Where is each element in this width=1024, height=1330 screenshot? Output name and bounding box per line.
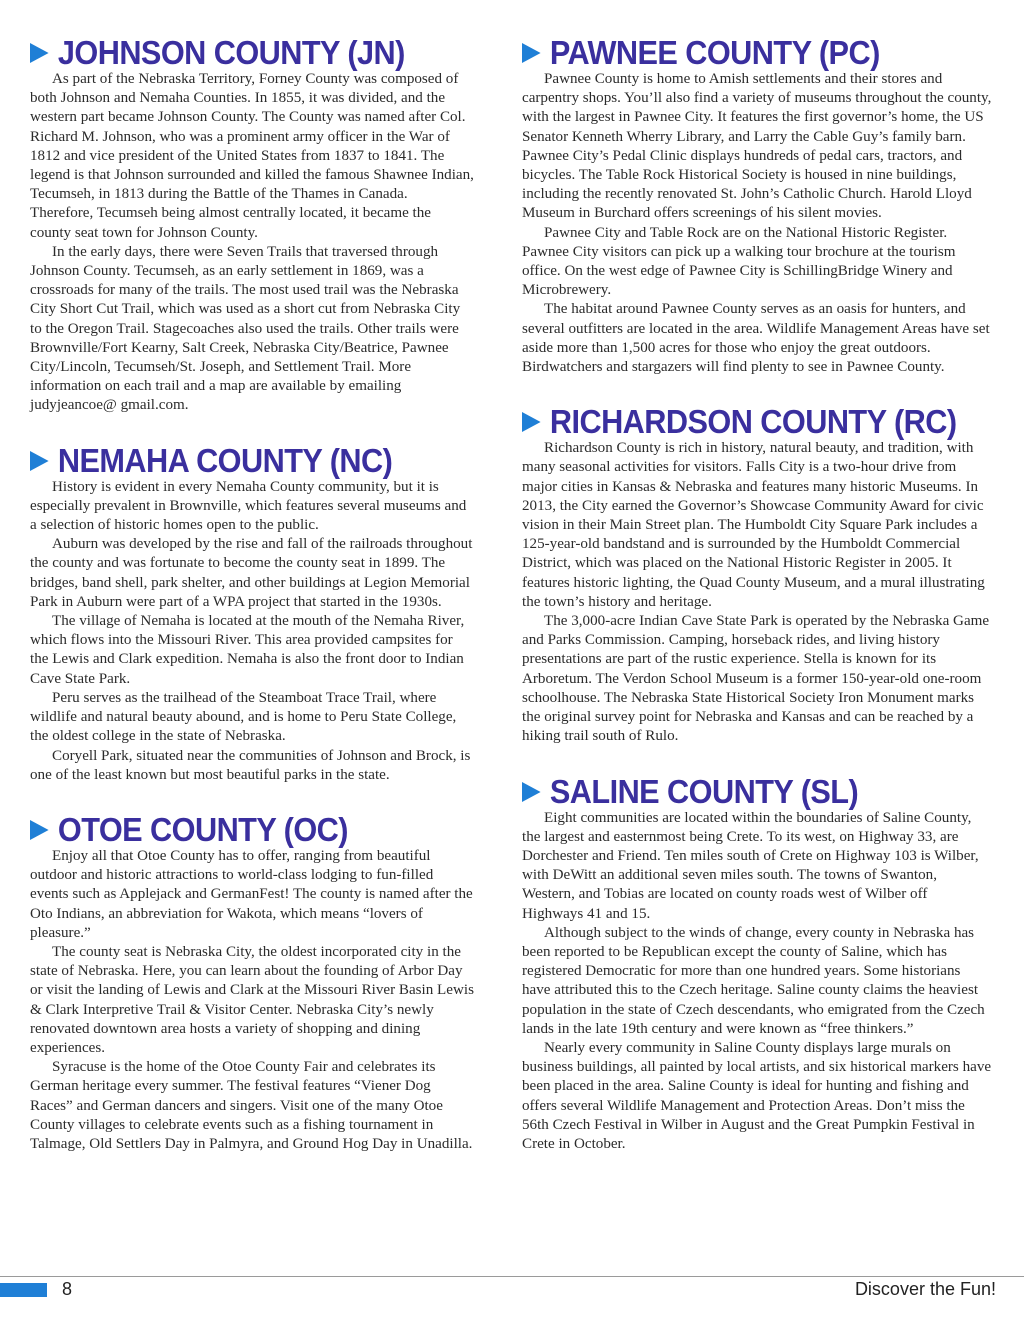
play-arrow-icon bbox=[30, 43, 49, 63]
section-johnson-county bbox=[30, 34, 474, 416]
paragraph: Enjoy all that Otoe County has to offer, ranging from beautiful outdoor and historic attractions to world-class lodging to fun-filled events such as Applejack and GermanFest! The county is named after the Oto Indians, an abbreviation for Wakota, which means “lovers of pleasure.” bbox=[30, 847, 473, 941]
page-number: 8 bbox=[62, 1279, 73, 1299]
play-arrow-icon bbox=[522, 43, 541, 63]
paragraph: Eight communities are located within the boundaries of Saline County, the largest and easternmost being Crete. To its west, on Highway 33, are Dorchester and Friend. Ten miles south of Crete on Highway 103 is Wilber, with DeWitt an additional seven miles south. The towns of Swanton, Western, and Tobias are located on county roads west of Wilber off Highways 41 and 15. bbox=[522, 809, 979, 922]
play-arrow-icon bbox=[30, 451, 49, 471]
paragraph: As part of the Nebraska Territory, Forney County was composed of both Johnson and Nemaha Counties. In 1855, it was divided, and the western part became Johnson County. The County was named after Col. Richard M. Johnson, who was a prominent army officer in the War of 1812 and vice president of the United States from 1837 to 1841. The legend is that Johnson surrounded and killed the famous Shawnee Indian, Tecumseh, in 1813 during the Battle of the Thames in Canada. Therefore, Tecumseh being almost centrally located, it became the county seat town for Johnson County. bbox=[30, 71, 474, 241]
paragraph: The 3,000-acre Indian Cave State Park is operated by the Nebraska Game and Parks Commission. Camping, horseback rides, and living history presentations are part of the rustic experience. Stella is known for its Arboretum. The Verdon School Museum is a former 150-year-old one-room schoolhouse. The Nebraska State Historical Society Iron Monument marks the original survey point for Nebraska and Kansas and can be reached by a hiking trail south of Rulo. bbox=[522, 613, 990, 745]
section-pawnee-county bbox=[522, 34, 992, 377]
paragraph: The county seat is Nebraska City, the oldest incorporated city in the state of Nebraska. Here, you can learn about the founding of Arbor Day or visit the landing of Lewis and Clark at the Missouri River Basin Lewis & Clark Interpretive Trail & Visitor Center. Nebraska City’s newly renovated downtown area hosts a variety of shopping and dining experiences. bbox=[30, 943, 474, 1056]
paragraph: Richardson County is rich in history, natural beauty, and tradition, with many seasonal activities for visitors. Falls City is a two-hour drive from major cities in Kansas & Nebraska and features many historic Museums. In 2013, the City earned the Governor’s Showcase Community Award for civic vision in their Main Street plan. The Humboldt City Square Park includes a 125-year-old bandstand and is surrounded by the Humboldt Commercial District, which was placed on the National Historic Register in 2005. It features historic lighting, the Quad County Museum, and a mural illustrating the town’s history and heritage. bbox=[522, 440, 985, 610]
paragraph: The habitat around Pawnee County serves as an oasis for hunters, and several outfitters are located in the area. Wildlife Management Areas have set aside more than 1,500 acres for those who enjoy the great outdoors. Birdwatchers and stargazers will find plenty to see in Pawnee County. bbox=[522, 301, 990, 376]
paragraph: Pawnee County is home to Amish settlements and their stores and carpentry shops. You’ll also find a variety of museums throughout the county, with the largest in Pawnee City. It features the first governor’s home, the US Senator Kenneth Wherry Library, and Larry the Cable Guy’s family barn. Pawnee City’s Pedal Clinic displays hundreds of pedal cars, tractors, and bicycles. The Table Rock Historical Society is housed in nine buildings, including the recently renovated St. John’s Catholic Church. Harold Lloyd Museum in Burchard offers screenings of his silent movies. bbox=[522, 71, 992, 222]
section-heading bbox=[30, 442, 443, 480]
section-richardson-county bbox=[522, 403, 992, 746]
footer-accent-bar bbox=[0, 1283, 47, 1297]
heading-text: OTOE COUNTY (OC) bbox=[57, 810, 348, 848]
section-otoe-county bbox=[30, 811, 474, 1154]
heading-text: PAWNEE COUNTY (PC) bbox=[549, 34, 880, 71]
paragraph: Nearly every community in Saline County displays large murals on business buildings, all painted by local artists, and six historical markers have been placed in the area. Saline County is ideal for hunting and fishing and offers several Wildlife Management and Protection Areas. Don’t miss the 56th Czech Festival in Wilber in August and the Great Pumpkin Festival in Crete in October. bbox=[522, 1039, 992, 1152]
play-arrow-icon bbox=[30, 820, 49, 840]
footer-divider bbox=[0, 1276, 1024, 1277]
heading-text: SALINE COUNTY (SL) bbox=[549, 772, 859, 810]
section-heading bbox=[30, 34, 443, 72]
play-arrow-icon bbox=[522, 782, 541, 802]
heading-text: JOHNSON COUNTY (JN) bbox=[57, 34, 405, 71]
section-heading bbox=[522, 773, 959, 811]
heading-text: NEMAHA COUNTY (NC) bbox=[57, 441, 393, 479]
paragraph: Coryell Park, situated near the communities of Johnson and Brock, is one of the least known but most beautiful parks in the state. bbox=[30, 747, 471, 783]
paragraph: In the early days, there were Seven Trails that traversed through Johnson County. Tecumseh, as an early settlement in 1869, was a crossroads for many of the trails. The most used trail was the Nebraska City Short Cut Trail, which was used as a short cut from Nebraska City to the Oregon Trail. Stagecoaches also used the trails. Other trails were Brownville/Fort Kearny, Salt Creek, Nebraska City/Beatrice, Pawnee City/Lincoln, Tecumseh/St. Joseph, and Settlement Trail. More information on each trail and a map are available by emailing judyjeancoe@ gmail.com. bbox=[30, 243, 461, 414]
section-saline-county bbox=[522, 773, 992, 1155]
paragraph: The village of Nemaha is located at the mouth of the Nemaha River, which flows into the Missouri River. This area provided campsites for the Lewis and Clark expedition. Nemaha is also the front door to Indian Cave State Park. bbox=[30, 613, 465, 687]
paragraph: Auburn was developed by the rise and fall of the railroads throughout the county and was fortunate to become the county seat in 1899. The bridges, band shell, park shelter, and other buildings at Legion Memorial Park in Auburn were part of a WPA project that started in the 1930s. bbox=[30, 536, 473, 610]
play-arrow-icon bbox=[522, 412, 541, 432]
section-nemaha-county bbox=[30, 442, 474, 785]
paragraph: Peru serves as the trailhead of the Steamboat Trace Trail, where wildlife and natural beauty abound, and is home to Peru State College, the oldest college in the state of Nebraska. bbox=[30, 689, 457, 745]
right-column bbox=[522, 34, 992, 1154]
heading-text: RICHARDSON COUNTY (RC) bbox=[549, 403, 957, 441]
section-heading bbox=[522, 403, 959, 441]
paragraph: Although subject to the winds of change, every county in Nebraska has been reported to be Republican except the county of Saline, which has registered Democratic for more than one hundred years. Some historians have attributed this to the Czech heritage. Saline county claims the heaviest population in the state of Czech descendants, who emigrated from the Czech lands in the late 19th century and were known as “free thinkers.” bbox=[522, 924, 985, 1037]
paragraph: Syracuse is the home of the Otoe County Fair and celebrates its German heritage every summer. The festival features “Viener Dog Races” and German dancers and singers. Visit one of the many Otoe County villages to celebrate events such as a fishing tournament in Talmage, Old Settlers Day in Palmyra, and Ground Hog Day in Unadilla. bbox=[30, 1059, 473, 1152]
paragraph: History is evident in every Nemaha County community, but it is especially prevalent in Brownville, which features several museums and a selection of historic homes open to the public. bbox=[30, 478, 467, 534]
paragraph: Pawnee City and Table Rock are on the National Historic Register. Pawnee City visitors can pick up a walking tour brochure at the tourism office. On the west edge of Pawnee City is SchillingBridge Winery and Microbrewery. bbox=[522, 224, 956, 299]
section-heading bbox=[30, 811, 443, 849]
section-heading bbox=[522, 34, 959, 72]
footer-tagline: Discover the Fun! bbox=[854, 1279, 996, 1299]
left-column bbox=[30, 34, 474, 1154]
